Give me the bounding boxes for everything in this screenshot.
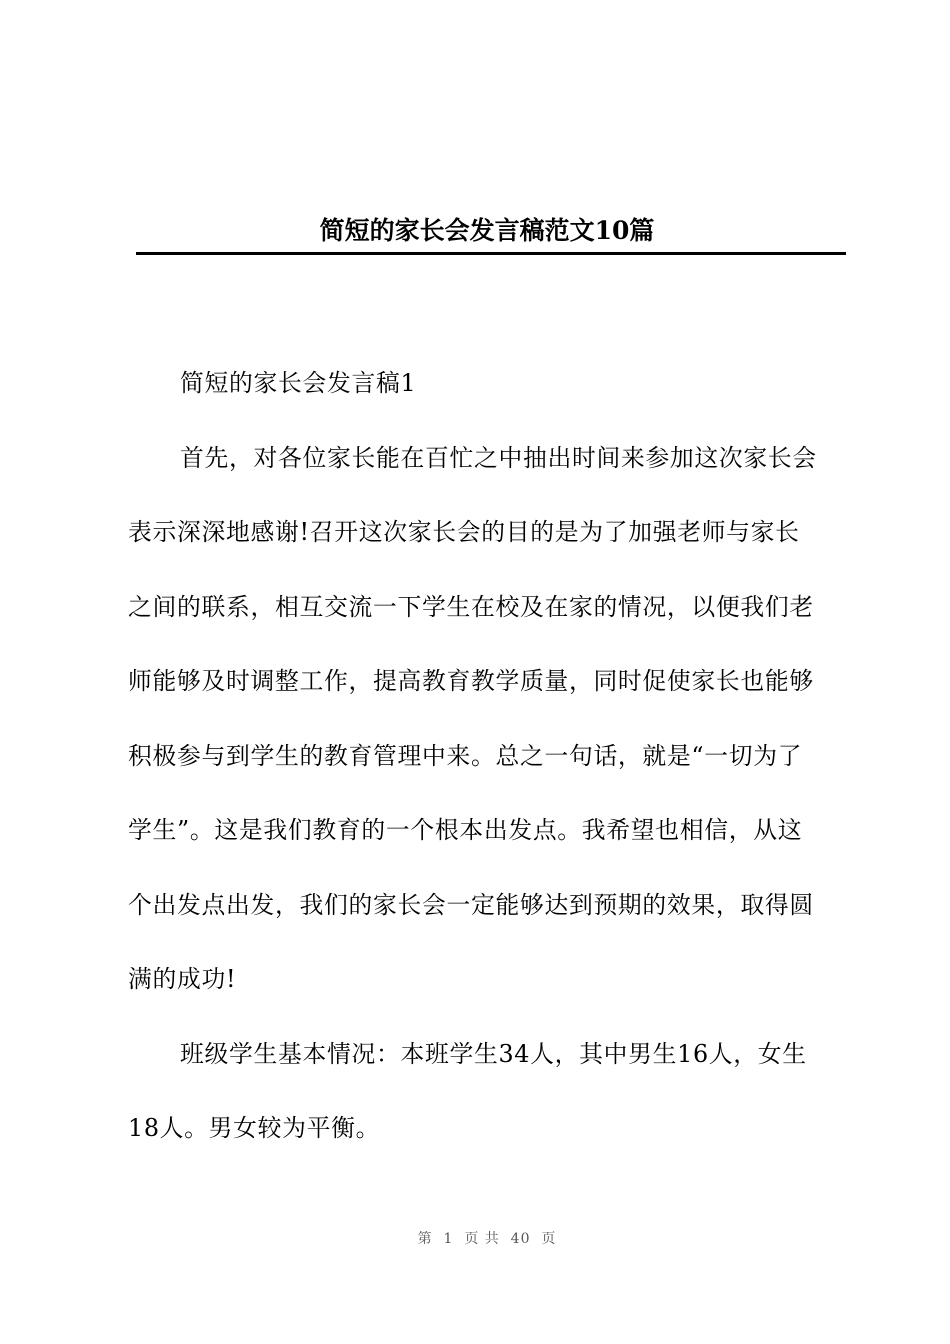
- document-title: 简短的家长会发言稿范文10篇: [319, 215, 655, 245]
- document-body: [128, 346, 846, 1166]
- paragraph-line: 首先，对各位家长能在百忙之中抽出时间来参加这次家长会: [180, 443, 817, 472]
- paragraph-line: 18人。男女较为平衡。: [128, 1114, 381, 1142]
- paragraph-line: 班级学生基本情况：本班学生34人，其中男生16人，女生: [180, 1039, 807, 1068]
- paragraph-line: 表示深深地感谢!召开这次家长会的目的是为了加强老师与家长: [128, 518, 800, 546]
- paragraph-line: 之间的联系，相互交流一下学生在校及在家的情况，以便我们老: [128, 592, 814, 621]
- paragraph-line: 师能够及时调整工作，提高教育教学质量，同时促使家长也能够: [128, 667, 814, 695]
- paragraph-line: 学生”。这是我们教育的一个根本出发点。我希望也相信，从这: [128, 816, 803, 844]
- paragraph-line: 满的成功!: [128, 965, 237, 993]
- page-number-footer: 第 1 页 共 40 页: [417, 1231, 557, 1247]
- title-divider: [136, 252, 846, 255]
- section-heading: 简短的家长会发言稿1: [180, 369, 417, 397]
- paragraph-line: 积极参与到学生的教育管理中来。总之一句话，就是“一切为了: [128, 741, 803, 770]
- paragraph-line: 个出发点出发，我们的家长会一定能够达到预期的效果，取得圆: [128, 890, 814, 919]
